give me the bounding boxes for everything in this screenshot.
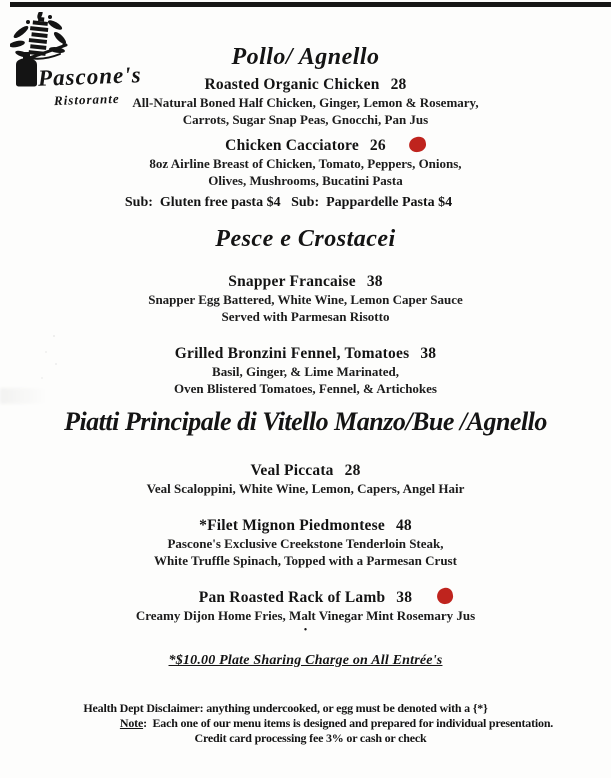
- section-heading-pollo-agnello: Pollo/ Agnello: [231, 44, 380, 70]
- red-dot-marker: [407, 135, 427, 153]
- menu-item-desc: White Truffle Spinach, Topped with a Parmesan Crust: [154, 553, 457, 568]
- presentation-note: [31, 716, 611, 731]
- menu-item-desc: Creamy Dijon Home Fries, Malt Vinegar Mint Rosemary Jus: [135, 608, 476, 623]
- menu-item-price: 28: [390, 76, 407, 93]
- menu-item-price: 26: [369, 137, 386, 154]
- menu-item-chicken-cacciatore: [0, 136, 611, 189]
- menu-item-name: Veal Piccata: [250, 462, 334, 479]
- menu-item-snapper-francaise: [0, 272, 611, 325]
- menu-item-desc: Served with Parmesan Risotto: [221, 309, 390, 324]
- menu-item-price: 38: [420, 345, 437, 362]
- menu-item-name: Grilled Bronzini Fennel, Tomatoes: [174, 345, 410, 362]
- logo-restaurant-name: Pascone's: [37, 62, 142, 91]
- health-dept-disclaimer: Health Dept Disclaimer: anything undercooked, or egg must be denoted with a {*}: [83, 701, 488, 715]
- menu-item-desc: Snapper Egg Battered, White Wine, Lemon Caper Sauce: [148, 292, 463, 307]
- menu-item-roasted-organic-chicken: [0, 75, 611, 128]
- menu-item-price: 48: [395, 517, 412, 534]
- menu-item-desc: Pascone's Exclusive Creekstone Tenderloin Steak,: [167, 536, 444, 551]
- menu-item-name: Pan Roasted Rack of Lamb: [198, 589, 386, 606]
- menu-item-desc: Olives, Mushrooms, Bucatini Pasta: [208, 173, 403, 188]
- credit-card-fee-note: Credit card processing fee 3% or cash or check: [194, 731, 427, 745]
- menu-item-desc: 8oz Airline Breast of Chicken, Tomato, Peppers, Onions,: [149, 156, 462, 171]
- menu-item-desc: Basil, Ginger, & Lime Marinated,: [212, 364, 399, 379]
- logo-restaurant-subtitle: Ristorante: [53, 90, 120, 109]
- menu-item-price: 38: [396, 589, 413, 606]
- menu-item-grilled-bronzini: [0, 344, 611, 397]
- note-text: : Each one of our menu items is designed and prepared for individual presentation.: [143, 716, 554, 730]
- menu-item-desc: Veal Scaloppini, White Wine, Lemon, Capers, Angel Hair: [146, 481, 465, 496]
- separator-bullet: •: [303, 625, 308, 636]
- menu-item-name: Roasted Organic Chicken: [204, 76, 380, 93]
- menu-item-veal-piccata: [0, 461, 611, 497]
- menu-item-pan-roasted-rack-of-lamb: [0, 588, 611, 624]
- menu-item-name: Snapper Francaise: [228, 273, 356, 290]
- menu-item-desc: Oven Blistered Tomatoes, Fennel, & Artichokes: [173, 381, 437, 396]
- menu-item-desc: All-Natural Boned Half Chicken, Ginger, Lemon & Rosemary,: [132, 95, 479, 110]
- menu-item-name: Chicken Cacciatore: [225, 137, 359, 154]
- menu-item-name: *Filet Mignon Piedmontese: [199, 517, 385, 534]
- section-heading-piatti-principale: Piatti Principale di Vitello Manzo/Bue /Agnello: [64, 407, 547, 436]
- note-label: Note: [119, 716, 144, 730]
- menu-item-desc: Carrots, Sugar Snap Peas, Gnocchi, Pan Jus: [182, 112, 429, 127]
- menu-item-filet-mignon-piedmontese: [0, 516, 611, 569]
- red-dot-marker: [435, 587, 454, 606]
- menu-item-price: 28: [344, 462, 361, 479]
- plate-sharing-charge-note: *$10.00 Plate Sharing Charge on All Entrée's: [168, 653, 443, 668]
- menu-item-price: 38: [366, 273, 383, 290]
- pasta-substitution-note: Sub: Gluten free pasta $4 Sub: Pappardelle Pasta $4: [124, 195, 453, 210]
- section-heading-pesce-e-crostacei: Pesce e Crostacei: [215, 226, 396, 252]
